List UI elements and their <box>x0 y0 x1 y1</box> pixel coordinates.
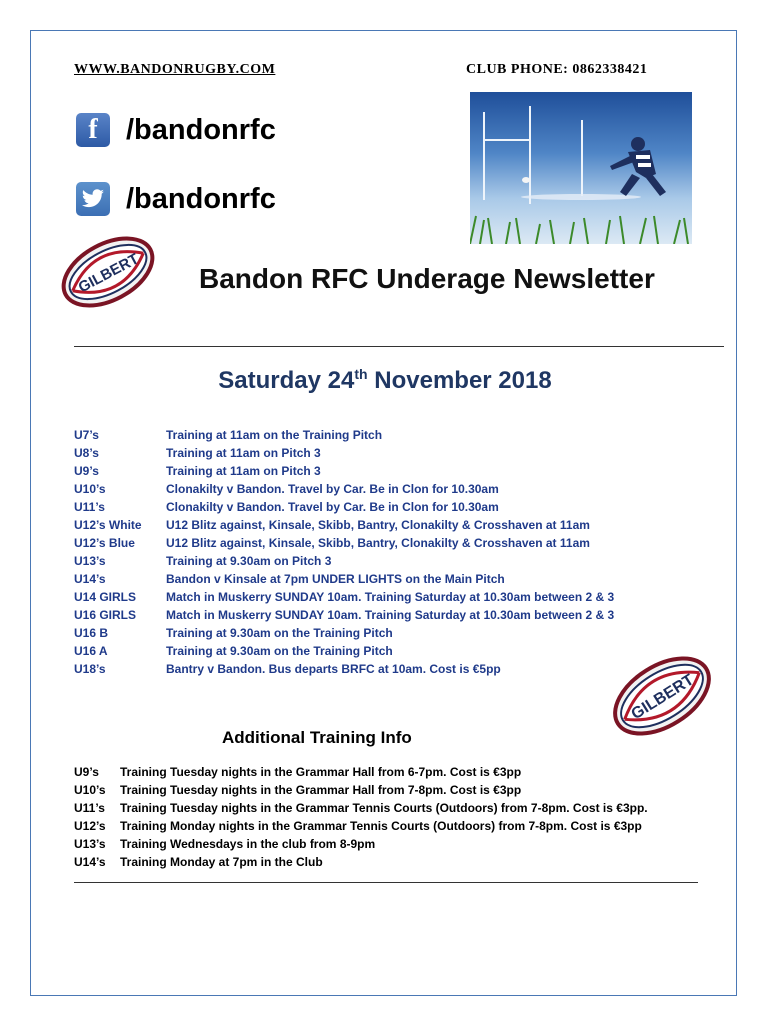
date-month-year: November 2018 <box>367 367 552 394</box>
age-group: U12’s White <box>74 518 142 532</box>
schedule-row <box>74 642 614 660</box>
newsletter-date <box>0 366 770 395</box>
training-info: Training Monday at 7pm in the Club <box>120 855 323 869</box>
age-group: U13’s <box>74 554 106 568</box>
club-phone: CLUB PHONE: 0862338421 <box>466 62 648 77</box>
twitter-icon <box>76 182 110 216</box>
rugby-kicker-photo <box>470 92 692 244</box>
training-row <box>74 799 648 817</box>
age-group: U14’s <box>74 855 106 869</box>
age-group: U7’s <box>74 428 99 442</box>
fixture-info: Match in Muskerry SUNDAY 10am. Training Saturday at 10.30am between 2 & 3 <box>166 590 615 604</box>
facebook-handle: /bandonrfc <box>126 113 276 146</box>
fixture-info: Training at 11am on Pitch 3 <box>166 446 321 460</box>
age-group: U10’s <box>74 783 106 797</box>
schedule-row <box>74 516 614 534</box>
fixture-info: Bandon v Kinsale at 7pm UNDER LIGHTS on the Main Pitch <box>166 572 505 586</box>
schedule-row <box>74 660 614 678</box>
fixture-info: Training at 9.30am on the Training Pitch <box>166 626 393 640</box>
date-suffix: th <box>354 366 368 382</box>
training-row <box>74 835 648 853</box>
age-group: U18’s <box>74 662 106 676</box>
age-group: U10’s <box>74 482 106 496</box>
age-group: U11’s <box>74 801 105 815</box>
gilbert-wordmark-top: GILBERT <box>75 250 142 297</box>
additional-training-list <box>74 763 648 871</box>
fixture-info: Clonakilty v Bandon. Travel by Car. Be in Clon for 10.30am <box>166 500 499 514</box>
top-divider <box>74 346 724 347</box>
gilbert-wordmark-bottom: GILBERT <box>628 671 698 724</box>
fixture-info: U12 Blitz against, Kinsale, Skibb, Bantry, Clonakilty & Crosshaven at 11am <box>166 536 590 550</box>
age-group: U9’s <box>74 765 99 779</box>
fixture-info: Training at 9.30am on Pitch 3 <box>166 554 332 568</box>
fixture-info: U12 Blitz against, Kinsale, Skibb, Bantry, Clonakilty & Crosshaven at 11am <box>166 518 590 532</box>
age-group: U16 A <box>74 644 108 658</box>
schedule-row <box>74 426 614 444</box>
date-day: Saturday 24 <box>218 367 355 394</box>
age-group: U14’s <box>74 572 106 586</box>
newsletter-title: Bandon RFC Underage Newsletter <box>199 263 655 294</box>
schedule-row <box>74 480 614 498</box>
age-group: U11’s <box>74 500 105 514</box>
twitter-row[interactable] <box>76 182 276 216</box>
schedule-row <box>74 570 614 588</box>
training-info: Training Monday nights in the Grammar Tennis Courts (Outdoors) from 7-8pm. Cost is €3pp <box>120 819 642 833</box>
schedule-row <box>74 444 614 462</box>
fixture-info: Training at 11am on the Training Pitch <box>166 428 383 442</box>
gilbert-ball-logo-bottom <box>604 654 720 743</box>
age-group: U8’s <box>74 446 99 460</box>
schedule-row <box>74 588 614 606</box>
additional-training-heading: Additional Training Info <box>222 728 412 747</box>
website-link[interactable]: WWW.BANDONRUGBY.COM <box>74 62 276 77</box>
age-group: U9’s <box>74 464 99 478</box>
age-group: U16 GIRLS <box>74 608 137 622</box>
bottom-divider <box>74 882 698 883</box>
age-group: U14 GIRLS <box>74 590 137 604</box>
fixture-info: Training at 11am on Pitch 3 <box>166 464 321 478</box>
fixture-info: Clonakilty v Bandon. Travel by Car. Be in Clon for 10.30am <box>166 482 499 496</box>
age-group: U13’s <box>74 837 106 851</box>
fixture-info: Match in Muskerry SUNDAY 10am. Training Saturday at 10.30am between 2 & 3 <box>166 608 615 622</box>
fixture-info: Training at 9.30am on the Training Pitch <box>166 644 393 658</box>
training-info: Training Tuesday nights in the Grammar Hall from 7-8pm. Cost is €3pp <box>120 783 522 797</box>
training-info: Training Tuesday nights in the Grammar Hall from 6-7pm. Cost is €3pp <box>120 765 522 779</box>
training-row <box>74 781 648 799</box>
training-row <box>74 853 648 871</box>
age-group: U12’s <box>74 819 106 833</box>
schedule-row <box>74 606 614 624</box>
training-row <box>74 817 648 835</box>
facebook-icon: f <box>76 113 110 147</box>
schedule-row <box>74 498 614 516</box>
twitter-handle: /bandonrfc <box>126 182 276 215</box>
training-info: Training Wednesdays in the club from 8-9pm <box>120 837 376 851</box>
fixture-schedule <box>74 426 614 678</box>
gilbert-ball-logo-top <box>56 236 160 313</box>
age-group: U12’s Blue <box>74 536 135 550</box>
schedule-row <box>74 624 614 642</box>
training-info: Training Tuesday nights in the Grammar Tennis Courts (Outdoors) from 7-8pm. Cost is €3pp. <box>120 801 648 815</box>
training-row <box>74 763 648 781</box>
schedule-row <box>74 552 614 570</box>
fixture-info: Bantry v Bandon. Bus departs BRFC at 10am. Cost is €5pp <box>166 662 501 676</box>
schedule-row <box>74 462 614 480</box>
facebook-row[interactable] <box>76 113 276 147</box>
age-group: U16 B <box>74 626 109 640</box>
schedule-row <box>74 534 614 552</box>
